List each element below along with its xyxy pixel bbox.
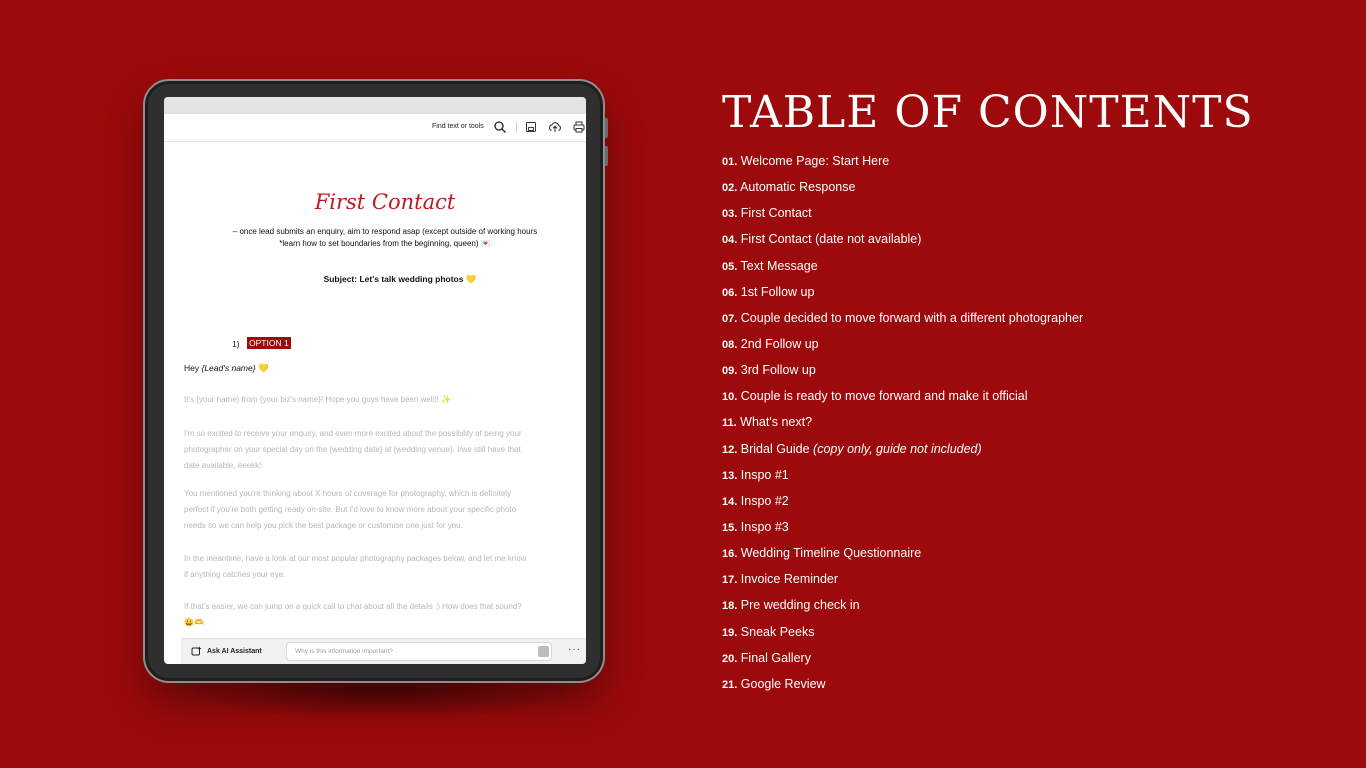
toc-item-label: 3rd Follow up <box>740 363 816 378</box>
toc-item-label: 1st Follow up <box>740 284 815 299</box>
toc-item-number: 01. <box>722 156 738 168</box>
document-title: First Contact <box>314 190 456 214</box>
email-greeting: Hey {Lead's name} 💛 <box>184 363 269 373</box>
toc-item[interactable] <box>722 284 1083 310</box>
toc-item-number: 12. <box>722 443 738 456</box>
toc-item-label: Bridal Guide <box>740 441 814 456</box>
send-icon[interactable] <box>538 646 549 657</box>
toc-item-number: 04. <box>722 234 738 247</box>
toc-item[interactable] <box>722 310 1083 336</box>
toc-item[interactable] <box>722 571 1083 597</box>
toc-item-number: 20. <box>722 652 738 665</box>
toc-item[interactable] <box>722 441 1083 467</box>
save-icon[interactable] <box>524 120 538 134</box>
email-subject: Subject: Let's talk wedding photos 💛 <box>323 274 477 284</box>
toc-item-label: Invoice Reminder <box>740 572 839 587</box>
toc-item[interactable] <box>722 597 1083 623</box>
toc-item-label: Text Message <box>740 258 818 273</box>
toc-item-label: Pre wedding check in <box>740 598 860 613</box>
toc-item-label: What's next? <box>740 415 813 430</box>
toc-item-number: 15. <box>722 521 738 534</box>
toc-item-number: 06. <box>722 286 738 299</box>
print-icon[interactable] <box>572 120 586 134</box>
toc-item[interactable] <box>722 545 1083 571</box>
toc-item-number: 14. <box>722 495 738 508</box>
toc-item-number: 18. <box>722 600 738 613</box>
toc-item-label: 2nd Follow up <box>740 336 819 351</box>
toc-item-number: 10. <box>722 391 738 404</box>
ask-ai-assistant-button[interactable]: Ask AI Assistant <box>207 648 262 655</box>
toc-item[interactable] <box>722 676 1083 702</box>
toc-item-number: 13. <box>722 469 738 482</box>
toc-item-number: 08. <box>722 338 738 351</box>
toc-item-number: 16. <box>722 548 738 561</box>
email-paragraph: In the meantime, have a look at our most popular photography packages below, and let me know if anything catches your eye. <box>184 554 527 579</box>
search-icon[interactable] <box>493 120 507 134</box>
toc-item[interactable] <box>722 231 1083 257</box>
ai-assistant-bar <box>181 638 586 664</box>
toc-item[interactable] <box>722 388 1083 414</box>
tablet-screen <box>164 97 586 664</box>
toc-item[interactable] <box>722 179 1083 205</box>
toc-item-label: Final Gallery <box>740 650 811 665</box>
toc-item[interactable] <box>722 467 1083 493</box>
toc-item-label: Inspo #3 <box>740 519 789 534</box>
toc-item-label: Couple is ready to move forward and make it official <box>740 389 1028 404</box>
tablet-side-button <box>605 118 608 138</box>
toc-item[interactable] <box>722 362 1083 388</box>
document-note-line: – once lead submits an enquiry, aim to respond asap (except outside of working hours <box>232 227 538 236</box>
toc-item-label: Google Review <box>740 676 826 691</box>
toc-item-label: First Contact (date not available) <box>740 232 922 247</box>
toc-item-number: 11. <box>722 417 737 430</box>
toc-item-number: 09. <box>722 365 738 378</box>
toolbar-divider <box>516 122 517 133</box>
more-options-icon[interactable]: ··· <box>568 644 581 655</box>
pdf-toolbar <box>164 114 586 142</box>
toc-item-label: Inspo #1 <box>740 467 789 482</box>
document-note-line: *learn how to set boundaries from the beginning, queen) 💌 <box>279 239 491 248</box>
browser-top-bar <box>164 97 586 114</box>
toc-item-number: 02. <box>722 182 738 195</box>
toc-item-label: Couple decided to move forward with a different photographer <box>740 310 1084 325</box>
email-paragraph: If that's easier, we can jump on a quick call to chat about all the details :) How does that sound? 😀🫶 <box>184 602 522 627</box>
toc-list <box>722 153 1083 702</box>
upload-cloud-icon[interactable] <box>548 120 562 134</box>
email-paragraph: It's {your name} from {your biz's name}! Hope you guys have been well!! ✨ <box>184 395 451 404</box>
toc-item-label: First Contact <box>740 206 812 221</box>
toc-item-number: 17. <box>722 574 738 587</box>
toc-item[interactable] <box>722 519 1083 545</box>
toc-item-note: (copy only, guide not included) <box>813 441 982 456</box>
option-number: 1) <box>232 339 240 349</box>
toc-item[interactable] <box>722 493 1083 519</box>
toc-item-number: 21. <box>722 678 738 691</box>
tablet-side-button <box>605 146 608 166</box>
toc-item[interactable] <box>722 414 1083 440</box>
toc-item-label: Sneak Peeks <box>740 624 815 639</box>
toc-item[interactable] <box>722 205 1083 231</box>
ai-assistant-icon[interactable] <box>191 646 202 657</box>
option-label: OPTION 1 <box>249 338 289 348</box>
toc-item-label: Inspo #2 <box>740 493 789 508</box>
ai-question-input[interactable]: Why is this information important? <box>286 642 552 661</box>
toc-item-number: 03. <box>722 208 738 221</box>
toc-title: TABLE OF CONTENTS <box>722 87 1254 138</box>
email-paragraph: I'm so excited to receive your enquiry, and even more excited about the possibility of being your photographer on your special day on the {wedding date} at {wedding venue}. I/we still have that date available, eeekk! <box>184 429 522 470</box>
toc-item[interactable] <box>722 258 1083 284</box>
toc-item-number: 19. <box>722 626 738 639</box>
email-paragraph: You mentioned you're thinking about X hours of coverage for photography, which is definitely perfect if you're both getting ready on-site. But I'd love to know more about your specific photo needs so we can help you pick the best package or customise one just for you. <box>184 489 517 530</box>
find-text-label[interactable]: Find text or tools <box>432 123 484 130</box>
toc-item-number: 07. <box>722 312 738 325</box>
toc-item[interactable] <box>722 153 1083 179</box>
toc-item-label: Wedding Timeline Questionnaire <box>740 546 922 561</box>
toc-item-label: Welcome Page: Start Here <box>740 154 890 168</box>
toc-item-number: 05. <box>722 260 738 273</box>
toc-item[interactable] <box>722 624 1083 650</box>
toc-item[interactable] <box>722 650 1083 676</box>
toc-item[interactable] <box>722 336 1083 362</box>
toc-item-label: Automatic Response <box>740 180 856 195</box>
